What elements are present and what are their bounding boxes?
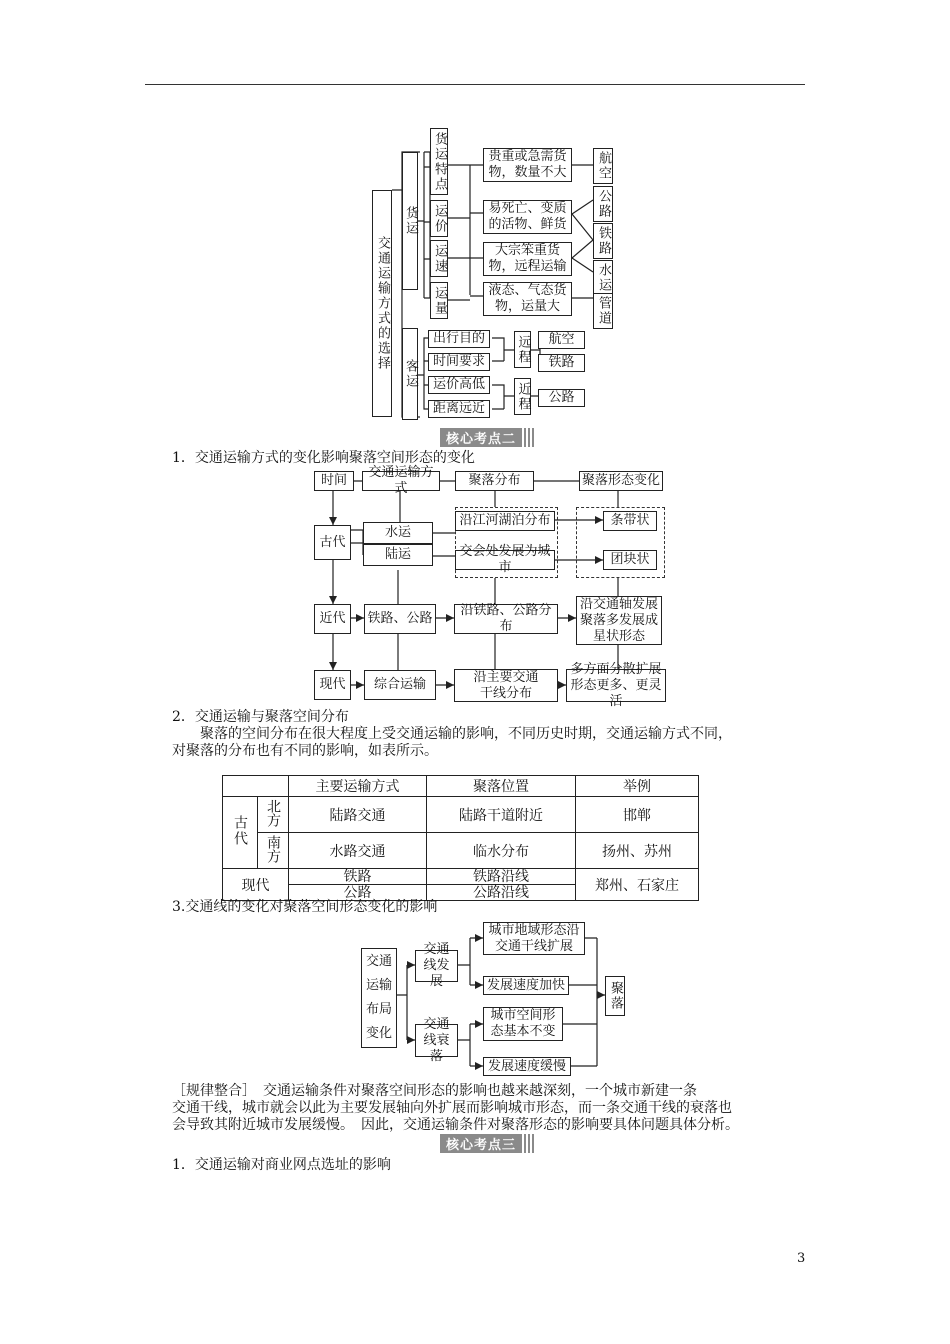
core-point-3-banner: 核心考点三	[440, 1134, 522, 1153]
along-main-lines: 沿主要交通干线分布	[454, 669, 558, 702]
far-label: 远程	[514, 331, 531, 368]
era-ancient: 古代	[314, 525, 351, 560]
table-header-example: 举例	[576, 776, 699, 797]
section1-title: 1．交通运输方式的变化影响聚落空间形态的变化	[172, 450, 475, 466]
cargo-goods-3: 大宗笨重货物，远程运输	[483, 242, 572, 276]
table-era-modern: 现代	[223, 869, 289, 901]
water-transport: 水运	[363, 522, 433, 544]
multi-direction: 多方面分散扩展形态更多、更灵活	[566, 669, 666, 702]
section4-title: 1．交通运输对商业网点选址的影响	[172, 1157, 391, 1173]
result-slower: 发展速度缓慢	[483, 1057, 571, 1076]
table-cell: 水路交通	[289, 833, 427, 869]
settlement-end: 聚落	[605, 976, 625, 1016]
mode-water: 水运	[593, 260, 613, 296]
cargo-feature-1: 货运特点	[430, 128, 448, 195]
table-cell: 扬州、苏州	[576, 833, 699, 869]
line-develop: 交通线发展	[415, 950, 458, 982]
table-cell: 铁路沿线	[427, 869, 576, 885]
table-header-position: 聚落位置	[427, 776, 576, 797]
core-point-2-banner: 核心考点二	[440, 428, 522, 447]
land-transport: 陆运	[363, 544, 433, 566]
result-unchanged: 城市空间形态基本不变	[483, 1007, 563, 1041]
passenger-label: 客运	[402, 328, 418, 420]
integrated-transport: 综合运输	[364, 670, 436, 700]
far-mode-rail: 铁路	[538, 354, 585, 372]
rule-summary-line3: 会导致其附近城市发展缓慢。 因此，交通运输条件对聚落形态的影响要具体问题具体分析。	[172, 1117, 739, 1133]
junction-city: 交会处发展为城市	[455, 550, 555, 570]
cargo-feature-4: 运量	[430, 282, 448, 319]
near-mode-road: 公路	[538, 389, 585, 407]
page-number: 3	[797, 1251, 806, 1266]
passenger-factor-4: 距离远近	[428, 400, 490, 418]
section2-title: 2．交通运输与聚落空间分布	[172, 709, 349, 725]
section3-title: 3.交通线的变化对聚落空间形态变化的影响	[172, 899, 438, 915]
era-modern: 现代	[314, 670, 351, 700]
star-shape: 沿交通轴发展聚落多发展成星状形态	[576, 596, 662, 645]
mode-pipeline: 管道	[593, 293, 613, 329]
header-distribution: 聚落分布	[455, 471, 534, 491]
header-transport: 交通运输方式	[362, 471, 440, 491]
section2-para-line1: 聚落的空间分布在很大程度上受交通运输的影响，不同历史时期，交通运输方式不同，	[200, 726, 732, 742]
header-time: 时间	[314, 471, 354, 491]
table-cell: 公路沿线	[427, 885, 576, 901]
table-corner	[223, 776, 289, 797]
near-label: 近程	[514, 378, 531, 415]
result-expand: 城市地域形态沿交通干线扩展	[483, 922, 585, 955]
table-cell: 临水分布	[427, 833, 576, 869]
mode-road: 公路	[593, 186, 613, 222]
table-era-ancient-label: 古代	[232, 814, 248, 847]
table-north	[258, 797, 289, 833]
mode-air: 航空	[593, 148, 613, 184]
table-cell: 公路	[289, 885, 427, 901]
table-north-label: 北方	[265, 798, 281, 827]
along-rail-road: 沿铁路、公路分布	[454, 604, 558, 634]
cargo-goods-1: 贵重或急需货物，数量不大	[483, 148, 572, 182]
cargo-label: 货运	[402, 152, 418, 290]
cargo-feature-3: 运速	[430, 240, 448, 277]
table-cell: 郑州、石家庄	[576, 869, 699, 901]
section2-para-line2: 对聚落的分布也有不同的影响，如表所示。	[172, 743, 438, 759]
rule-summary-line1: ［规律整合］ 交通运输条件对聚落空间形态的影响也越来越深刻，一个城市新建一条	[172, 1083, 697, 1099]
rule-summary-line2: 交通干线，城市就会以此为主要发展轴向外扩展而影响城市形态，而一条交通干线的衰落也	[172, 1100, 732, 1116]
rail-road: 铁路、公路	[364, 604, 436, 634]
table-cell: 邯郸	[576, 797, 699, 833]
table-south-label: 南方	[265, 834, 281, 863]
cargo-goods-4: 液态、气态货物，运量大	[483, 282, 572, 316]
block-shape: 团块状	[603, 550, 657, 570]
table-era-ancient	[223, 797, 258, 869]
table-south	[258, 833, 289, 869]
cargo-feature-2: 运价	[430, 200, 448, 237]
table-header-mode: 主要运输方式	[289, 776, 427, 797]
table-cell: 陆路干道附近	[427, 797, 576, 833]
passenger-factor-1: 出行目的	[428, 330, 490, 348]
diagram1-root: 交通运输方式的选择	[372, 190, 392, 417]
diagram3-root: 交通运输布局变化	[361, 948, 397, 1048]
passenger-factor-2: 时间要求	[428, 353, 490, 371]
along-rivers: 沿江河湖泊分布	[455, 511, 555, 531]
line-decline: 交通线衰落	[415, 1024, 458, 1057]
far-mode-air: 航空	[538, 331, 585, 349]
cargo-goods-2: 易死亡、变质的活物、鲜货	[483, 200, 572, 234]
header-morphology: 聚落形态变化	[579, 471, 663, 491]
era-modern-near: 近代	[314, 604, 351, 634]
result-faster: 发展速度加快	[483, 976, 569, 995]
table-cell: 陆路交通	[289, 797, 427, 833]
mode-rail: 铁路	[593, 223, 613, 259]
passenger-factor-3: 运价高低	[428, 376, 490, 394]
table-cell: 铁路	[289, 869, 427, 885]
settlement-table	[222, 775, 699, 901]
strip-shape: 条带状	[603, 511, 657, 531]
